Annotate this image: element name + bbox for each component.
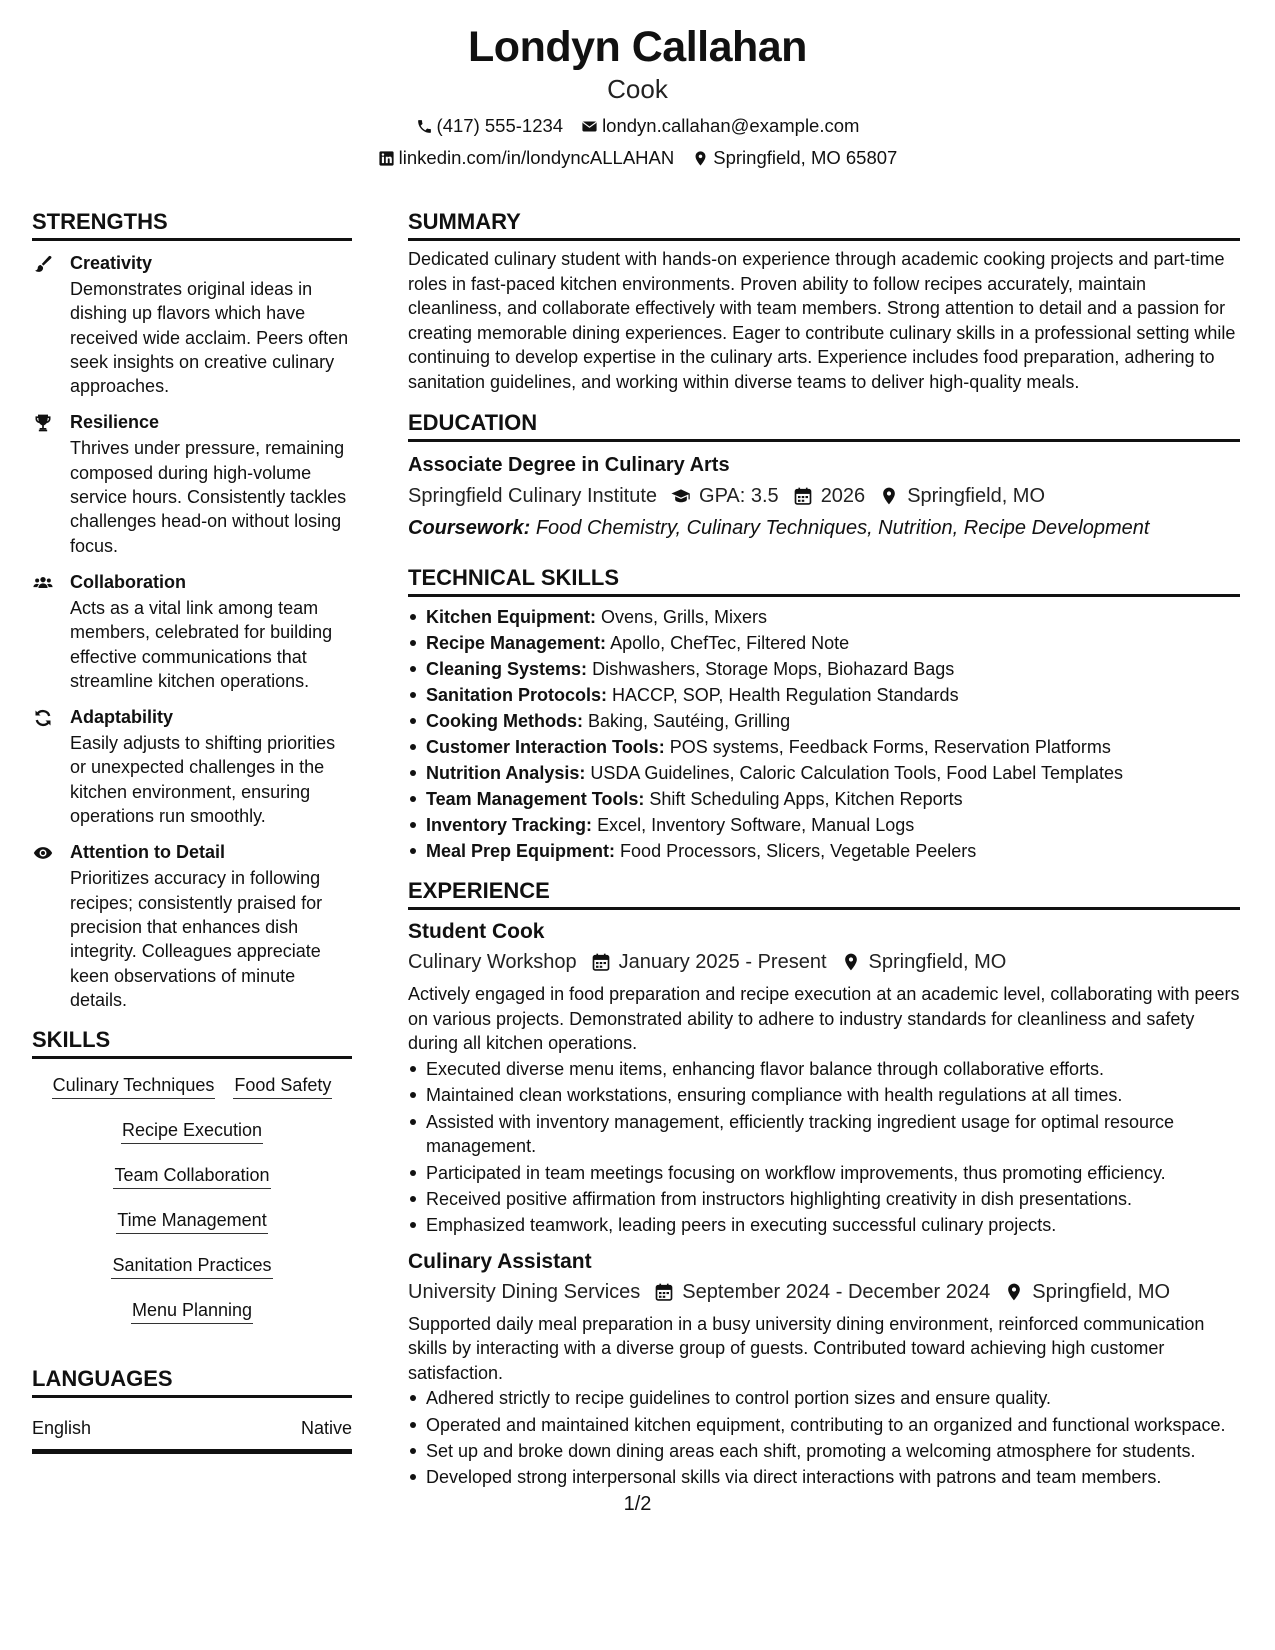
strength-item xyxy=(32,410,352,557)
strengths-section xyxy=(32,208,352,1012)
list-item: Emphasized teamwork, leading peers in executing successful culinary projects. xyxy=(408,1213,1240,1237)
list-item xyxy=(408,813,1240,837)
job-dates: September 2024 - December 2024 xyxy=(682,1280,991,1303)
list-item: Adhered strictly to recipe guidelines to control portion sizes and ensure quality. xyxy=(408,1386,1240,1410)
skill-category: Kitchen Equipment: xyxy=(426,607,596,627)
calendar-icon xyxy=(654,1282,674,1302)
experience-section xyxy=(408,877,1240,1489)
skill-values: Ovens, Grills, Mixers xyxy=(601,607,768,627)
list-item xyxy=(408,761,1240,785)
skill-category: Nutrition Analysis: xyxy=(426,763,586,783)
list-item: Executed diverse menu items, enhancing flavor balance through collaborative efforts. xyxy=(408,1057,1240,1081)
summary-heading: SUMMARY xyxy=(408,208,1240,241)
education-location: Springfield, MO xyxy=(907,485,1046,507)
skill-values: Baking, Sautéing, Grilling xyxy=(588,711,791,731)
skill-category: Cleaning Systems: xyxy=(426,659,588,679)
contact-phone[interactable] xyxy=(416,114,564,138)
strength-desc: Prioritizes accuracy in following recipes; consistently praised for precision that enhances dish integrity. Colleagues appreciate keen observations of minute details. xyxy=(70,868,323,1010)
skill-tag: Recipe Execution xyxy=(121,1118,263,1144)
contact-location xyxy=(692,146,897,170)
phone-icon xyxy=(416,118,433,135)
page-number: 1/2 xyxy=(623,1493,652,1515)
list-item: Participated in team meetings focusing on workflow improvements, thus promoting efficiency. xyxy=(408,1161,1240,1185)
education-heading: EDUCATION xyxy=(408,409,1240,442)
graduation-cap-icon xyxy=(671,486,691,506)
paintbrush-icon xyxy=(32,254,54,274)
skill-category: Meal Prep Equipment: xyxy=(426,841,616,861)
job-meta xyxy=(408,948,1240,976)
list-item xyxy=(408,787,1240,811)
strength-item xyxy=(32,570,352,693)
resume-header xyxy=(0,20,1275,170)
skill-category: Sanitation Protocols: xyxy=(426,685,608,705)
experience-heading: EXPERIENCE xyxy=(408,877,1240,910)
job-meta xyxy=(408,1278,1240,1306)
calendar-icon xyxy=(591,952,611,972)
calendar-icon xyxy=(793,486,813,506)
skill-values: POS systems, Feedback Forms, Reservation Platforms xyxy=(669,737,1111,757)
strength-item xyxy=(32,251,352,398)
strength-desc: Acts as a vital link among team members, celebrated for building effective communications that streamline kitchen operations. xyxy=(70,597,333,691)
skill-values: Shift Scheduling Apps, Kitchen Reports xyxy=(649,789,963,809)
strength-desc: Easily adjusts to shifting priorities or unexpected challenges in the kitchen environment, ensuring operations run smoothly. xyxy=(70,733,336,827)
summary-section xyxy=(408,208,1240,394)
list-item: Developed strong interpersonal skills via direct interactions with patrons and team members. xyxy=(408,1465,1240,1489)
skills-section xyxy=(32,1026,352,1343)
contact-linkedin[interactable] xyxy=(378,146,675,170)
candidate-title: Cook xyxy=(607,74,668,104)
job-location: Springfield, MO xyxy=(1032,1280,1171,1303)
contact-row-1 xyxy=(0,114,1275,138)
job-company: University Dining Services xyxy=(408,1280,641,1303)
map-pin-icon xyxy=(879,486,899,506)
strength-desc: Demonstrates original ideas in dishing up flavors which have received wide acclaim. Peers often seek insights on creative culinary approaches. xyxy=(70,279,349,397)
strength-title: Adaptability xyxy=(70,707,174,728)
job-title: Student Cook xyxy=(408,920,545,944)
skill-category: Inventory Tracking: xyxy=(426,815,593,835)
list-item xyxy=(408,709,1240,733)
list-item: Received positive affirmation from instructors highlighting creativity in dish presentations. xyxy=(408,1187,1240,1211)
language-name: English xyxy=(32,1418,92,1439)
skill-tag: Sanitation Practices xyxy=(111,1253,272,1279)
strength-title: Creativity xyxy=(70,253,153,273)
skill-category: Cooking Methods: xyxy=(426,711,583,731)
strength-desc: Thrives under pressure, remaining composed during high-volume service hours. Consistently tackles challenges head-on without losing focus. xyxy=(70,438,347,556)
education-meta xyxy=(408,482,1240,510)
list-item: Assisted with inventory management, efficiently tracking ingredient usage for optimal resource management. xyxy=(408,1110,1240,1159)
list-item xyxy=(408,657,1240,681)
list-item xyxy=(408,735,1240,759)
technical-skills-heading: TECHNICAL SKILLS xyxy=(408,564,1240,597)
list-item xyxy=(408,683,1240,707)
skill-category: Customer Interaction Tools: xyxy=(426,737,665,757)
list-item xyxy=(408,605,1240,629)
refresh-icon xyxy=(32,708,54,728)
contact-email[interactable] xyxy=(581,114,859,138)
job-title: Culinary Assistant xyxy=(408,1249,592,1273)
job-bullets xyxy=(408,1386,1240,1490)
candidate-name: Londyn Callahan xyxy=(468,23,807,71)
skill-values: USDA Guidelines, Caloric Calculation Tools, Food Label Templates xyxy=(590,763,1123,783)
right-column xyxy=(408,208,1240,1492)
users-icon xyxy=(32,573,54,593)
eye-icon xyxy=(32,843,54,863)
languages-section xyxy=(32,1365,352,1454)
job-description: Actively engaged in food preparation and recipe execution at an academic level, collaborating with peers on various projects. Demonstrated ability to adhere to industry standards for cleanliness and safety during all kitchen operations. xyxy=(408,984,1240,1054)
skill-tag: Time Management xyxy=(116,1208,267,1234)
job-company: Culinary Workshop xyxy=(408,951,577,974)
list-item: Set up and broke down dining areas each shift, promoting a welcoming atmosphere for students. xyxy=(408,1439,1240,1463)
linkedin-text: linkedin.com/in/londyncALLAHAN xyxy=(398,147,675,168)
left-column xyxy=(32,208,352,1454)
education-school: Springfield Culinary Institute xyxy=(408,485,658,507)
skill-category: Recipe Management: xyxy=(426,633,607,653)
job-dates: January 2025 - Present xyxy=(618,951,827,974)
email-text: londyn.callahan@example.com xyxy=(602,115,860,136)
list-item: Maintained clean workstations, ensuring compliance with health regulations at all times. xyxy=(408,1083,1240,1107)
list-item xyxy=(408,839,1240,863)
education-coursework xyxy=(408,514,1240,542)
coursework-list: Food Chemistry, Culinary Techniques, Nutrition, Recipe Development xyxy=(535,517,1150,539)
skills-heading: SKILLS xyxy=(32,1026,352,1059)
language-level: Native xyxy=(300,1418,352,1439)
skill-tag: Food Safety xyxy=(233,1073,332,1099)
skill-values: Excel, Inventory Software, Manual Logs xyxy=(597,815,915,835)
job-entry xyxy=(408,1248,1240,1490)
linkedin-icon xyxy=(378,150,395,167)
strengths-heading: STRENGTHS xyxy=(32,208,352,241)
coursework-label: Coursework: xyxy=(408,517,531,539)
education-gpa: GPA: 3.5 xyxy=(699,485,779,507)
job-location: Springfield, MO xyxy=(868,951,1007,974)
strength-item xyxy=(32,840,352,1012)
languages-heading: LANGUAGES xyxy=(32,1365,352,1398)
strength-title: Collaboration xyxy=(70,571,186,592)
skill-tag: Team Collaboration xyxy=(113,1163,270,1189)
map-pin-icon xyxy=(841,952,861,972)
summary-text: Dedicated culinary student with hands-on experience through academic cooking projects and part-time roles in fast-paced kitchen environments. Proven ability to follow recipes accurately, maintain cleanliness, and collaborate effectively with team members. Strong attention to detail and a passion for creating memorable dining experiences. Eager to contribute culinary skills in a professional setting while continuing to develop expertise in the culinary arts. Experience includes food preparation, adhering to sanitation guidelines, and working within diverse teams to deliver high-quality meals. xyxy=(408,249,1236,392)
strength-title: Resilience xyxy=(70,412,160,433)
map-pin-icon xyxy=(1004,1282,1024,1302)
skill-values: Apollo, ChefTec, Filtered Note xyxy=(610,633,850,653)
skill-values: Food Processors, Slicers, Vegetable Peelers xyxy=(620,841,977,861)
education-year: 2026 xyxy=(820,485,866,507)
language-row xyxy=(32,1398,352,1454)
skills-grid xyxy=(32,1059,352,1343)
technical-skills-list xyxy=(408,605,1240,863)
location-text: Springfield, MO 65807 xyxy=(713,147,898,168)
skill-values: HACCP, SOP, Health Regulation Standards xyxy=(612,685,959,705)
skill-category: Team Management Tools: xyxy=(426,789,645,809)
list-item: Operated and maintained kitchen equipment, contributing to an organized and functional workspace. xyxy=(408,1413,1240,1437)
technical-skills-section xyxy=(408,564,1240,863)
envelope-icon xyxy=(581,118,598,135)
skill-tag: Menu Planning xyxy=(131,1298,253,1324)
job-description: Supported daily meal preparation in a busy university dining environment, reinforced communication skills by interacting with a diverse group of guests. Contributed toward achieving high customer satisfaction. xyxy=(408,1313,1205,1383)
strengths-list xyxy=(32,251,352,1012)
education-degree: Associate Degree in Culinary Arts xyxy=(408,454,730,476)
strength-item xyxy=(32,705,352,828)
map-pin-icon xyxy=(692,150,709,167)
job-entry xyxy=(408,918,1240,1237)
skill-values: Dishwashers, Storage Mops, Biohazard Bags xyxy=(592,659,955,679)
education-section xyxy=(408,409,1240,542)
contact-row-2 xyxy=(0,146,1275,170)
job-bullets xyxy=(408,1057,1240,1238)
skill-tag: Culinary Techniques xyxy=(52,1073,216,1099)
phone-text: (417) 555-1234 xyxy=(436,115,564,136)
list-item xyxy=(408,631,1240,655)
strength-title: Attention to Detail xyxy=(70,842,225,863)
trophy-icon xyxy=(32,413,54,433)
